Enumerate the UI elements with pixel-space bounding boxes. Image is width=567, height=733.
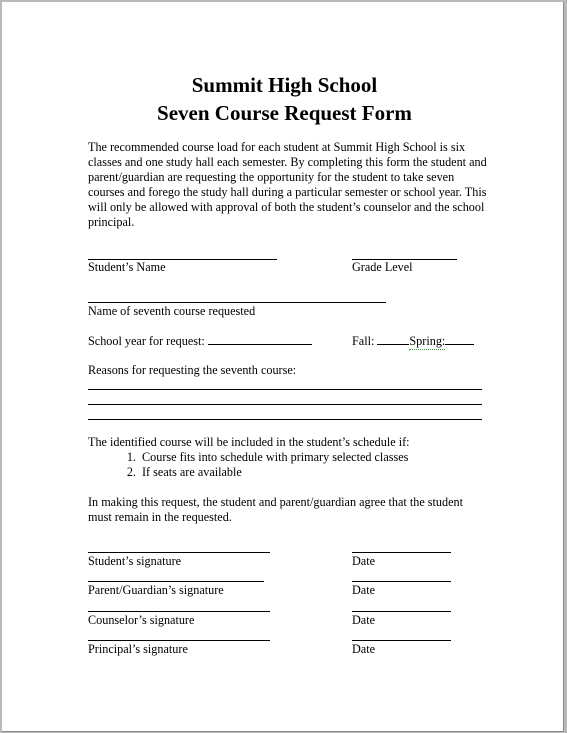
student-signature-label: Student’s signature — [88, 554, 182, 568]
counselor-signature-line[interactable] — [88, 611, 270, 612]
principal-signature-line[interactable] — [88, 640, 270, 641]
parent-date-line[interactable] — [352, 581, 451, 582]
fall-blank[interactable] — [377, 333, 409, 345]
reasons-line-3[interactable] — [88, 419, 482, 420]
form-title: Seven Course Request Form — [157, 101, 412, 125]
conditions-list — [88, 450, 408, 480]
parent-signature-line[interactable] — [88, 581, 264, 582]
document-page — [2, 2, 564, 732]
agreement-paragraph: In making this request, the student and parent/guardian agree that the student must remain in the requested. — [88, 495, 463, 524]
intro-paragraph: The recommended course load for each student at Summit High School is six classes and one study hall each semester. By completing this form the student and parent/guardian are requesting the opportunity for the student to take seven courses and forego the study hall during a particular semester or school year. This will only be allowed with approval of both the student’s counselor and the school principal. — [88, 140, 487, 229]
counselor-date-label: Date — [352, 613, 376, 627]
student-name-label: Student’s Name — [88, 260, 166, 274]
reasons-line-2[interactable] — [88, 404, 482, 405]
student-date-label: Date — [352, 554, 376, 568]
principal-signature-label: Principal’s signature — [88, 642, 188, 656]
school-year-row — [88, 333, 312, 349]
school-name: Summit High School — [191, 73, 378, 97]
reasons-line-1[interactable] — [88, 389, 482, 390]
student-signature-line[interactable] — [88, 552, 270, 553]
condition-item: 1. Course fits into schedule with primary selected classes — [139, 450, 408, 465]
condition-item: 2. If seats are available — [139, 465, 408, 480]
seventh-course-line[interactable] — [88, 302, 386, 303]
parent-signature-label: Parent/Guardian’s signature — [88, 583, 224, 597]
reasons-label: Reasons for requesting the seventh course: — [88, 363, 297, 377]
school-year-blank[interactable] — [208, 333, 312, 345]
conditions-intro: The identified course will be included in the student’s schedule if: — [88, 435, 410, 449]
spring-blank[interactable] — [445, 333, 474, 345]
grade-level-label: Grade Level — [352, 260, 413, 274]
spring-label: Spring: — [409, 334, 446, 348]
fall-spring-row — [352, 333, 474, 350]
student-date-line[interactable] — [352, 552, 451, 553]
fall-label: Fall: — [352, 334, 378, 348]
parent-date-label: Date — [352, 583, 376, 597]
school-year-label: School year for request: — [88, 334, 208, 348]
seventh-course-label: Name of seventh course requested — [88, 304, 256, 318]
counselor-signature-label: Counselor’s signature — [88, 613, 195, 627]
counselor-date-line[interactable] — [352, 611, 451, 612]
principal-date-line[interactable] — [352, 640, 451, 641]
principal-date-label: Date — [352, 642, 376, 656]
